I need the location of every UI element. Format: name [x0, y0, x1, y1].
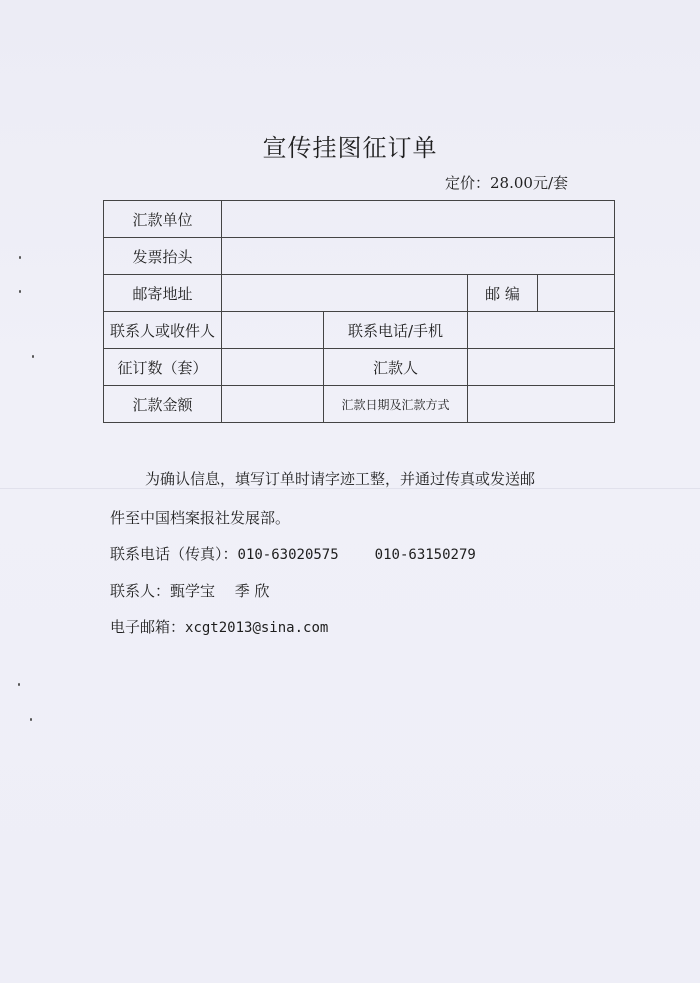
remit-date-method-label: 汇款日期及汇款方式	[324, 386, 468, 423]
remitter-label: 汇款人	[324, 349, 468, 386]
contacts-line: 联系人：甄学宝 季 欣	[110, 582, 270, 600]
email-line	[110, 616, 328, 637]
phone-mobile-field[interactable]	[468, 312, 615, 349]
mail-address-label: 邮寄地址	[104, 275, 222, 312]
form-row	[104, 312, 615, 349]
order-qty-field[interactable]	[222, 349, 324, 386]
remit-unit-label: 汇款单位	[104, 201, 222, 238]
order-qty-label: 征订数（套）	[104, 349, 222, 386]
paper-speck	[30, 718, 32, 721]
document-title: 宣传挂图征订单	[262, 134, 438, 162]
form-row	[104, 238, 615, 275]
paper-speck	[19, 256, 21, 259]
phone-number-2: 010-63150279	[374, 547, 476, 563]
unit-price: 定价：28.00元/套	[445, 174, 568, 192]
phone-number-1: 010-63020575	[237, 547, 339, 563]
phone-line	[110, 543, 476, 564]
form-row	[104, 275, 615, 312]
email-label: 电子邮箱：	[110, 618, 186, 636]
postcode-field[interactable]	[538, 275, 615, 312]
paper-speck	[18, 683, 20, 686]
form-row	[104, 201, 615, 238]
order-form-table	[103, 200, 615, 423]
paper-speck	[32, 355, 34, 358]
form-row	[104, 386, 615, 423]
invoice-title-label: 发票抬头	[104, 238, 222, 275]
contact-receiver-field[interactable]	[222, 312, 324, 349]
amount-label: 汇款金额	[104, 386, 222, 423]
phone-mobile-label: 联系电话/手机	[324, 312, 468, 349]
phone-label: 联系电话（传真）：	[110, 545, 238, 563]
invoice-title-field[interactable]	[222, 238, 615, 275]
instruction-line-1: 为确认信息，填写订单时请字迹工整，并通过传真或发送邮	[145, 470, 536, 488]
remitter-field[interactable]	[468, 349, 615, 386]
email-address: xcgt2013@sina.com	[185, 620, 329, 636]
paper-speck	[19, 290, 21, 293]
amount-field[interactable]	[222, 386, 324, 423]
form-row	[104, 349, 615, 386]
postcode-label: 邮 编	[468, 275, 538, 312]
remit-date-method-field[interactable]	[468, 386, 615, 423]
remit-unit-field[interactable]	[222, 201, 615, 238]
contact-receiver-label: 联系人或收件人	[104, 312, 222, 349]
instruction-line-2: 件至中国档案报社发展部。	[110, 509, 291, 527]
mail-address-field[interactable]	[222, 275, 468, 312]
